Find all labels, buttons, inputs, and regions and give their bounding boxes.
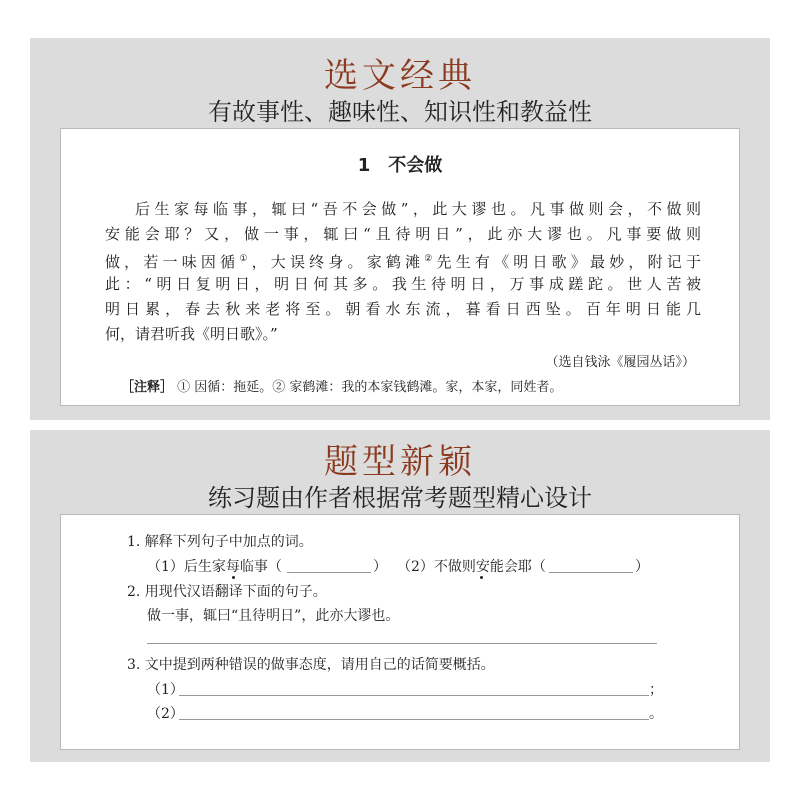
answer-line-3a[interactable] — [179, 695, 649, 696]
note-mark-1: ① — [239, 254, 252, 264]
question-1b-close: ） — [635, 559, 649, 575]
exercise-card — [60, 514, 740, 750]
article-card — [60, 128, 740, 406]
question-1: 1. 解释下列句子中加点的词。 — [127, 534, 313, 550]
article-line — [105, 247, 701, 272]
question-3a: （1） — [147, 682, 184, 698]
notes-label: ［注释］ — [121, 380, 174, 395]
article-notes — [121, 376, 562, 395]
emphasis-dot — [232, 576, 235, 579]
section-classic-texts — [30, 38, 770, 420]
article-line: 后生家每临事，辄曰“吾不会做”，此大谬也。凡事做则会，不做则 — [135, 200, 701, 218]
article-text: ，大误终身。家鹤滩 — [251, 253, 425, 271]
article-line: 明日累，春去秋来老将至。朝看水东流，暮看日西坠。百年明日能几 — [105, 300, 701, 318]
question-3a-end: ； — [649, 682, 663, 698]
article-line: 安能会耶？又，做一事，辄曰“且待明日”，此亦大谬也。凡事要做则 — [105, 225, 701, 243]
article-body — [105, 197, 701, 347]
question-2: 2. 用现代汉语翻译下面的句子。 — [127, 584, 327, 600]
note-mark-2: ② — [424, 254, 437, 264]
section-new-question-types — [30, 430, 770, 762]
article-text: 做，若一味因循 — [105, 253, 240, 271]
section-subtitle: 有故事性、趣味性、知识性和教益性 — [208, 98, 592, 126]
question-3b-end: 。 — [649, 706, 663, 722]
section-title: 题型新颖 — [324, 442, 476, 482]
section-subtitle: 练习题由作者根据常考题型精心设计 — [208, 484, 592, 512]
article-line: 何，请君听我《明日歌》。” — [105, 325, 278, 343]
answer-line-2[interactable] — [147, 643, 657, 644]
article-title: 1 不会做 — [357, 155, 443, 176]
question-3: 3. 文中提到两种错误的做事态度，请用自己的话简要概括。 — [127, 657, 495, 673]
notes-text: ① 因循：拖延。② 家鹤滩：我的本家钱鹤滩。家，本家，同姓者。 — [177, 380, 563, 395]
answer-blank-1a[interactable] — [287, 572, 371, 573]
answer-blank-1b[interactable] — [549, 572, 633, 573]
emphasis-dot — [480, 576, 483, 579]
section-title: 选文经典 — [324, 56, 476, 96]
question-2-sentence: 做一事，辄曰“且待明日”，此亦大谬也。 — [147, 608, 400, 624]
question-3b: （2） — [147, 706, 184, 722]
question-1b: （2）不做则安能会耶（ — [397, 559, 546, 575]
question-1a-close: ） — [373, 559, 387, 575]
article-source: （选自钱泳《履园丛话》） — [545, 355, 695, 370]
article-text: 先生有《明日歌》最妙，附记于 — [436, 253, 701, 271]
article-line: 此：“明日复明日，明日何其多。我生待明日，万事成蹉跎。世人苦被 — [105, 275, 701, 293]
question-1a: （1）后生家每临事（ — [147, 559, 282, 575]
answer-line-3b[interactable] — [179, 719, 649, 720]
